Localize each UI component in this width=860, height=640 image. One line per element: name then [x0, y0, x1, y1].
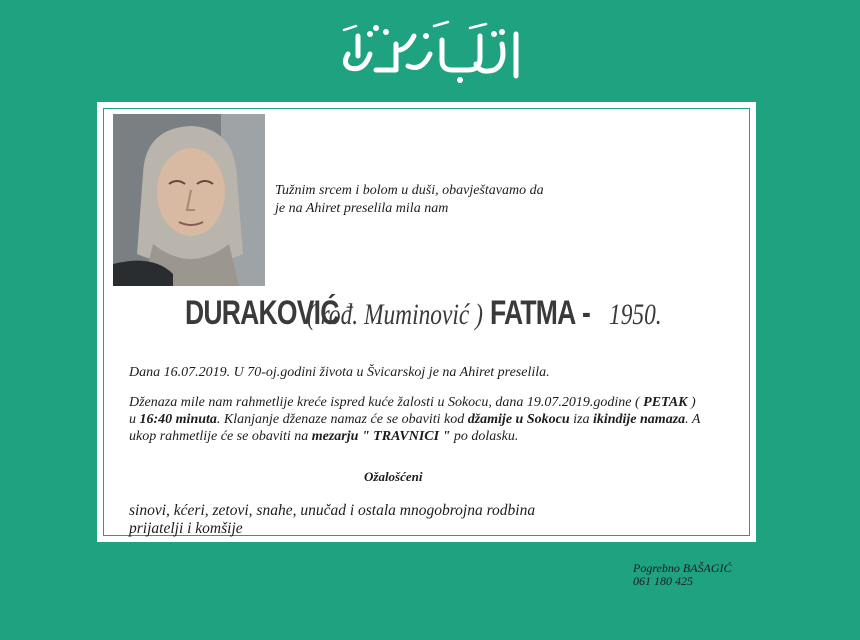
text-segment: . Klanjanje dženaze namaz će se obaviti kod — [216, 412, 468, 427]
name-dash: - — [582, 294, 591, 332]
funeral-home-name: Pogrebno BAŠAGIĆ — [633, 561, 732, 575]
family-line: sinovi, kćeri, zetovi, snahe, unučad i ostala mnogobrojna rodbina — [129, 502, 536, 519]
birth-year: 1950. — [608, 298, 662, 331]
intro-line: je na Ahiret preselila mila nam — [275, 201, 449, 216]
mourners-title: Ožalošćeni — [364, 469, 423, 484]
mosque-location: džamije u Sokocu — [467, 412, 570, 427]
portrait-icon — [113, 114, 265, 286]
funeral-details — [129, 394, 704, 445]
death-notice: Dana 16.07.2019. U 70-oj.godini života u Švicarskoj je na Ahiret preselila. — [129, 365, 550, 380]
surname: DURAKOVIĆ — [185, 294, 339, 332]
cemetery-name: mezarju " TRAVNICI " — [311, 429, 451, 444]
obituary-card — [97, 102, 756, 542]
maiden-name: ( rođ. Muminović ) — [307, 298, 484, 331]
first-name: FATMA — [489, 294, 576, 332]
text-segment: ) u — [129, 395, 696, 427]
arabic-calligraphy-icon — [330, 14, 530, 94]
text-segment: iza — [569, 412, 593, 427]
text-segment: po dolasku. — [450, 429, 519, 444]
prayer-name: ikindije namaza — [592, 412, 686, 427]
portrait-photo — [113, 114, 265, 286]
text-segment: Dženaza mile nam rahmetlije kreće ispred kuće žalosti u Sokocu, dana 19.07.2019.godine ( — [129, 395, 644, 410]
intro-line: Tužnim srcem i bolom u duši, obavještavamo da — [275, 183, 544, 198]
deceased-name — [185, 294, 705, 344]
day-of-week: PETAK — [643, 395, 688, 410]
funeral-home-phone: 061 180 425 — [633, 574, 693, 588]
funeral-time: 16:40 minuta — [139, 412, 217, 427]
family-line: prijatelji i komšije — [129, 520, 243, 537]
family-list — [129, 502, 729, 538]
intro-text — [275, 182, 655, 218]
text-segment: . A ukop rahmetlije će se obaviti na — [129, 412, 701, 444]
funeral-home-info — [633, 562, 732, 588]
